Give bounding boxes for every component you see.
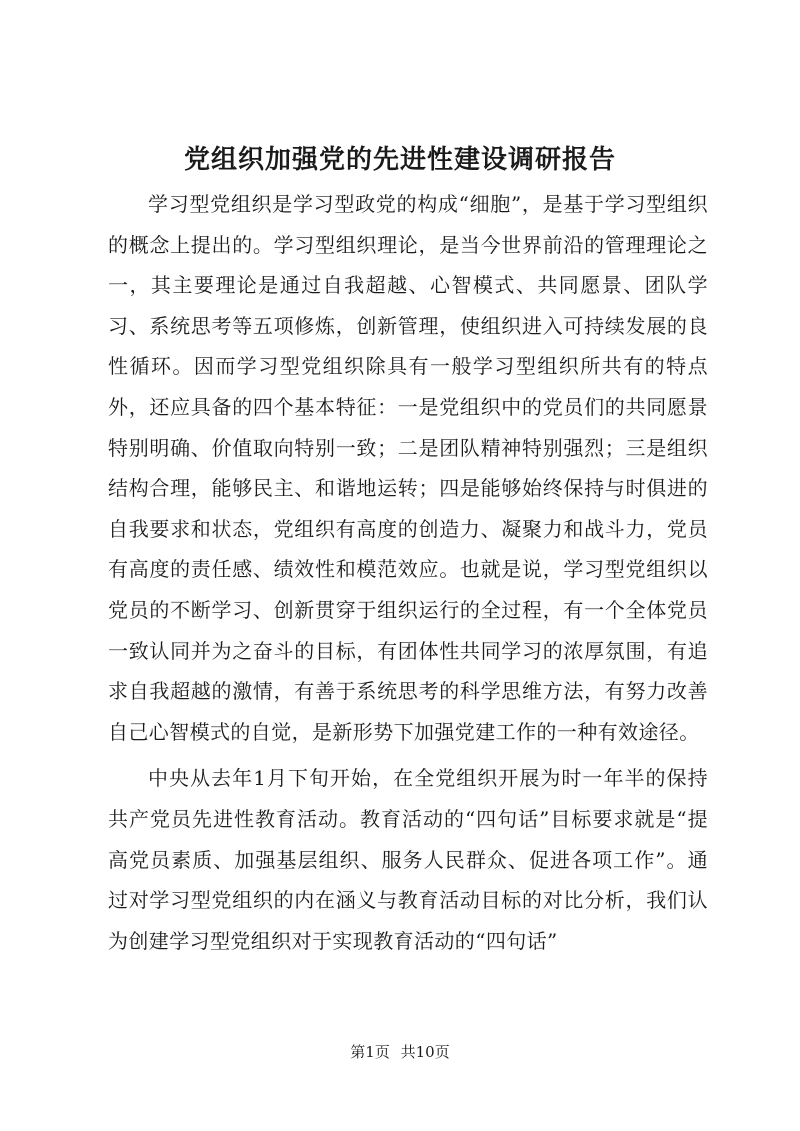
page-number: 第1页: [350, 1043, 390, 1061]
document-title: 党组织加强党的先进性建设调研报告: [183, 145, 616, 175]
paragraph-2: 中央从去年1月下旬开始，在全党组织开展为时一年半的保持共产党员先进性教育活动。教育活动的“四句话”目标要求就是“提高党员素质、加强基层组织、服务人民群众、促进各项工作”。通过对学习型党组织的内在涵义与教育活动目标的对比分析，我们认为创建学习型党组织对于实现教育活动的“四句话”: [108, 766, 708, 953]
page-total: 共10页: [400, 1043, 450, 1061]
page-footer: [0, 1042, 800, 1062]
paragraph-1: 学习型党组织是学习型政党的构成“细胞”，是基于学习型组织的概念上提出的。学习型组织理论，是当今世界前沿的管理理论之一，其主要理论是通过自我超越、心智模式、共同愿景、团队学习、系统思考等五项修炼，创新管理，使组织进入可持续发展的良性循环。因而学习型党组织除具有一般学习型组织所共有的特点外，还应具备的四个基本特征：一是党组织中的党员们的共同愿景特别明确、价值取向特别一致；二是团队精神特别强烈；三是组织结构合理，能够民主、和谐地运转；四是能够始终保持与时俱进的自我要求和状态，党组织有高度的创造力、凝聚力和战斗力，党员有高度的责任感、绩效性和模范效应。也就是说，学习型党组织以党员的不断学习、创新贯穿于组织运行的全过程，有一个全体党员一致认同并为之奋斗的目标，有团体性共同学习的浓厚氛围，有追求自我超越的激情，有善于系统思考的科学思维方法，有努力改善自己心智模式的自觉，是新形势下加强党建工作的一种有效途径。: [108, 192, 708, 744]
document-body: [108, 184, 708, 961]
